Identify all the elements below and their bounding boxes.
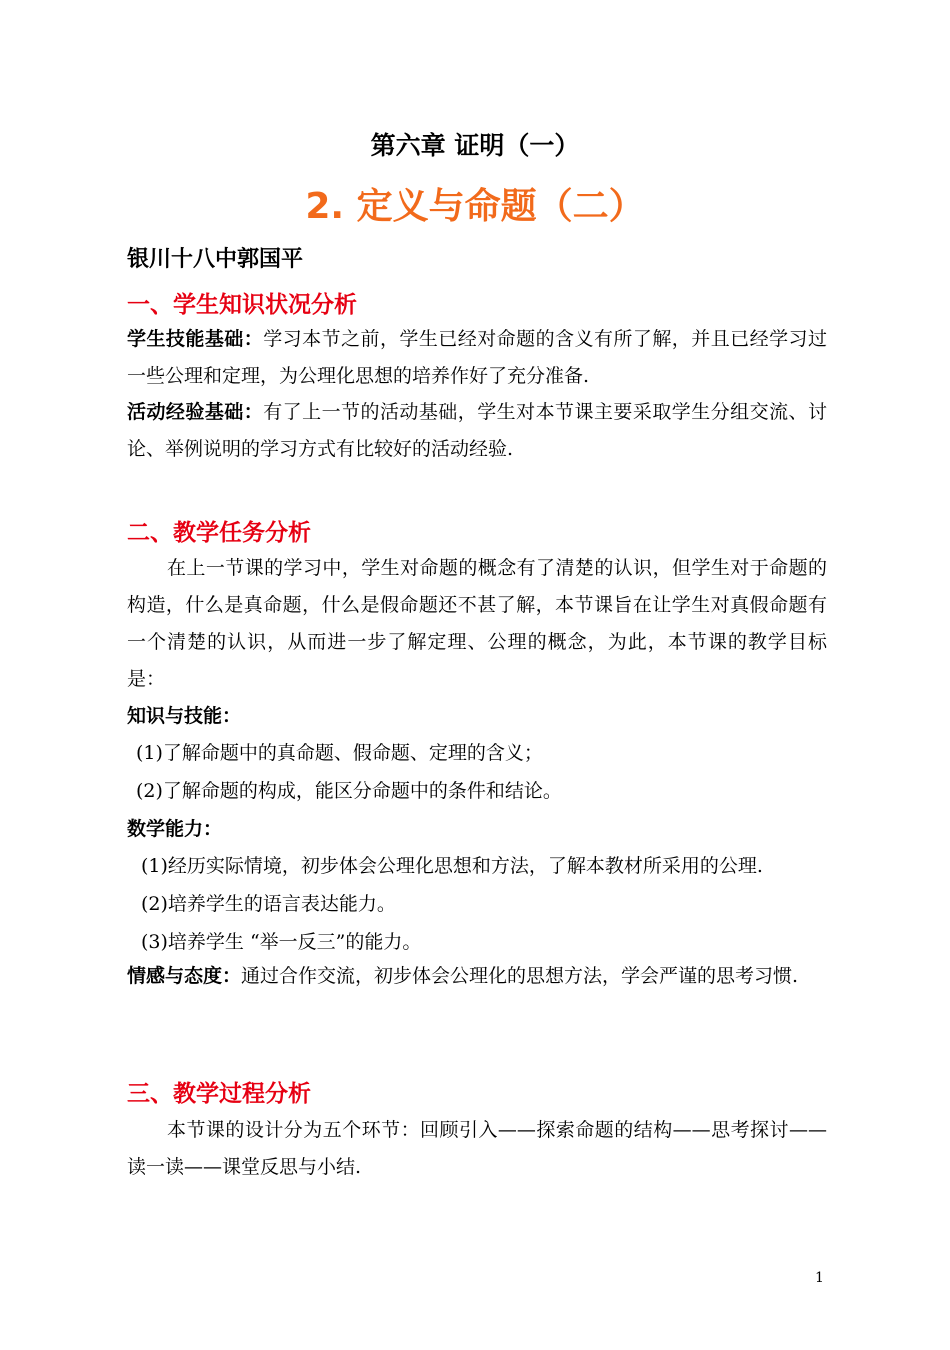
label-emotion-attitude: 情感与态度：	[127, 965, 242, 987]
lesson-title: 2. 定义与命题（二）	[305, 186, 645, 227]
label-math-ability: 数学能力：	[127, 818, 223, 840]
knowledge-item-2: (2)了解命题的构成，能区分命题中的条件和结论。	[136, 780, 562, 802]
chapter-title: 第六章 证明（一）	[370, 131, 580, 160]
page-number: 1	[815, 1270, 824, 1286]
math-item-1: (1)经历实际情境，初步体会公理化思想和方法，了解本教材所采用的公理.	[141, 855, 763, 877]
paragraph-task-intro: 在上一节课的学习中，学生对命题的概念有了清楚的认识，但学生对于命题的构造，什么是真命题，什么是假命题还不甚了解，本节课旨在让学生对真假命题有一个清楚的认识，从而进一步了解定理、公理的概念，为此，本节课的教学目标是：	[127, 557, 827, 690]
section-heading-2: 二、教学任务分析	[127, 520, 311, 546]
math-item-2: (2)培养学生的语言表达能力。	[141, 893, 396, 915]
text-skill-basis: 学习本节之前，学生已经对命题的含义有所了解，并且已经学习过一些公理和定理，为公理化思想的培养作好了充分准备.	[127, 328, 827, 387]
section-heading-3: 三、教学过程分析	[127, 1081, 311, 1107]
label-activity-basis: 活动经验基础：	[127, 401, 264, 423]
label-knowledge-skills: 知识与技能：	[127, 705, 242, 727]
label-skill-basis: 学生技能基础：	[127, 328, 264, 350]
paragraph-emotion-attitude	[127, 958, 827, 995]
knowledge-item-1: (1)了解命题中的真命题、假命题、定理的含义；	[136, 742, 543, 764]
author: 银川十八中郭国平	[127, 247, 304, 272]
paragraph-activity-basis	[127, 394, 827, 468]
text-emotion-attitude: 通过合作交流，初步体会公理化的思想方法，学会严谨的思考习惯.	[241, 965, 799, 987]
paragraph-process-intro: 本节课的设计分为五个环节：回顾引入——探索命题的结构——思考探讨——读一读——课堂反思与小结.	[127, 1119, 827, 1178]
math-item-3: (3)培养学生 “举一反三”的能力。	[141, 931, 422, 953]
paragraph-skill-basis	[127, 321, 827, 395]
section-heading-1: 一、学生知识状况分析	[127, 292, 357, 318]
text-activity-basis: 有了上一节的活动基础，学生对本节课主要采取学生分组交流、讨论、举例说明的学习方式有比较好的活动经验.	[127, 401, 827, 460]
